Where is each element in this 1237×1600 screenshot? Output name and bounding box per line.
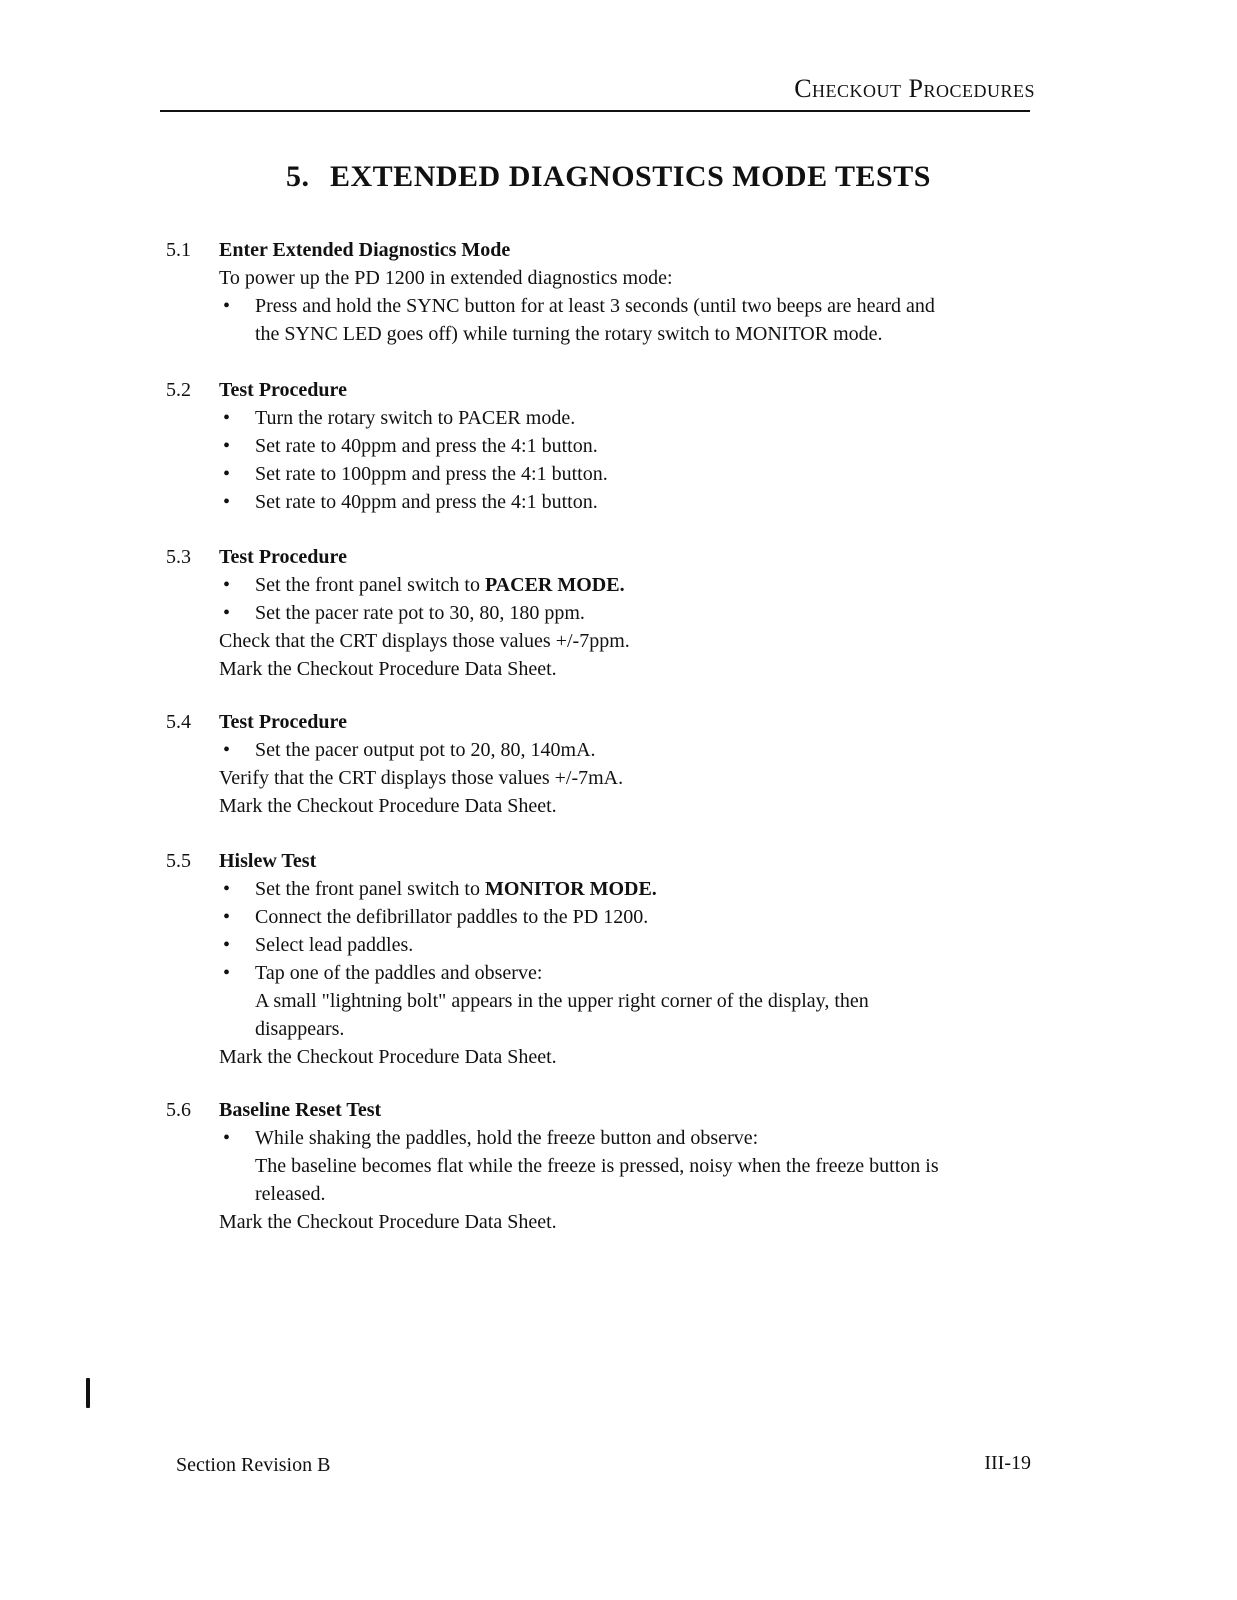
section-heading [166,376,1036,404]
section-heading [166,708,1036,736]
revision-margin-bar [86,1378,90,1408]
section-title: Hislew Test [219,850,317,872]
bullet-list [166,1124,1036,1152]
bullet-continuation: the SYNC LED goes off) while turning the rotary switch to MONITOR mode. [255,323,883,345]
header-rule [160,110,1030,112]
bullet-item: • Set the pacer rate pot to 30, 80, 180 ppm. [219,599,1036,627]
bullet-continuation: disappears. [255,1018,345,1040]
section-5-2 [166,376,1036,516]
section-number: 5.1 [166,239,191,261]
body-text: Mark the Checkout Procedure Data Sheet. [219,795,557,817]
section-5-3 [166,543,1036,683]
section-5-4 [166,708,1036,820]
chapter-number: 5. [286,160,310,193]
bullet-item: • While shaking the paddles, hold the freeze button and observe: [219,1124,1036,1152]
chapter-title-text: EXTENDED DIAGNOSTICS MODE TESTS [330,160,931,193]
body-text: Mark the Checkout Procedure Data Sheet. [219,658,557,680]
bullet-item: • Set rate to 40ppm and press the 4:1 button. [219,432,1036,460]
bullet-item: • Set the pacer output pot to 20, 80, 140mA. [219,736,1036,764]
section-number: 5.3 [166,546,191,568]
section-intro: To power up the PD 1200 in extended diagnostics mode: [219,267,673,289]
bullet-item: • Select lead paddles. [219,931,1036,959]
bullet-item: • Press and hold the SYNC button for at least 3 seconds (until two beeps are heard and [219,292,1036,320]
bullet-item [219,875,1036,903]
bullet-item: • Tap one of the paddles and observe: [219,959,1036,987]
bullet-text: Set the front panel switch to [255,878,485,900]
running-header: Checkout Procedures [794,74,1035,103]
body-text: Mark the Checkout Procedure Data Sheet. [219,1211,557,1233]
section-title: Test Procedure [219,711,347,733]
section-title: Test Procedure [219,379,347,401]
section-number: 5.6 [166,1099,191,1121]
section-heading [166,543,1036,571]
section-5-6 [166,1096,1036,1236]
section-number: 5.5 [166,850,191,872]
bullet-item: • Set rate to 40ppm and press the 4:1 button. [219,488,1036,516]
bullet-item: • Connect the defibrillator paddles to the PD 1200. [219,903,1036,931]
bullet-item [219,571,1036,599]
page-number: III-19 [984,1452,1031,1474]
bullet-strong: PACER MODE. [484,574,625,596]
section-number: 5.4 [166,711,191,733]
bullet-text: Set the front panel switch to [255,574,485,596]
body-text: Mark the Checkout Procedure Data Sheet. [219,1046,557,1068]
bullet-item: • Set rate to 100ppm and press the 4:1 button. [219,460,1036,488]
section-heading [166,847,1036,875]
bullet-list [166,292,1036,320]
section-title: Enter Extended Diagnostics Mode [219,239,511,261]
bullet-list [166,571,1036,627]
bullet-list [166,875,1036,987]
footer-revision: Section Revision B [176,1454,331,1476]
section-title: Baseline Reset Test [219,1099,382,1121]
bullet-continuation: The baseline becomes flat while the freeze is pressed, noisy when the freeze button is [255,1155,939,1177]
body-text: Check that the CRT displays those values +/-7ppm. [219,630,630,652]
section-heading [166,1096,1036,1124]
bullet-list [166,404,1036,516]
bullet-item: • Turn the rotary switch to PACER mode. [219,404,1036,432]
section-5-5 [166,847,1036,1071]
chapter-title [286,160,931,194]
section-heading [166,236,1036,264]
section-title: Test Procedure [219,546,347,568]
bullet-continuation: released. [255,1183,326,1205]
section-5-1 [166,236,1036,348]
section-number: 5.2 [166,379,191,401]
bullet-strong: MONITOR MODE. [484,878,657,900]
body-text: Verify that the CRT displays those values +/-7mA. [219,767,624,789]
bullet-list [166,736,1036,764]
bullet-continuation: A small "lightning bolt" appears in the upper right corner of the display, then [255,990,869,1012]
